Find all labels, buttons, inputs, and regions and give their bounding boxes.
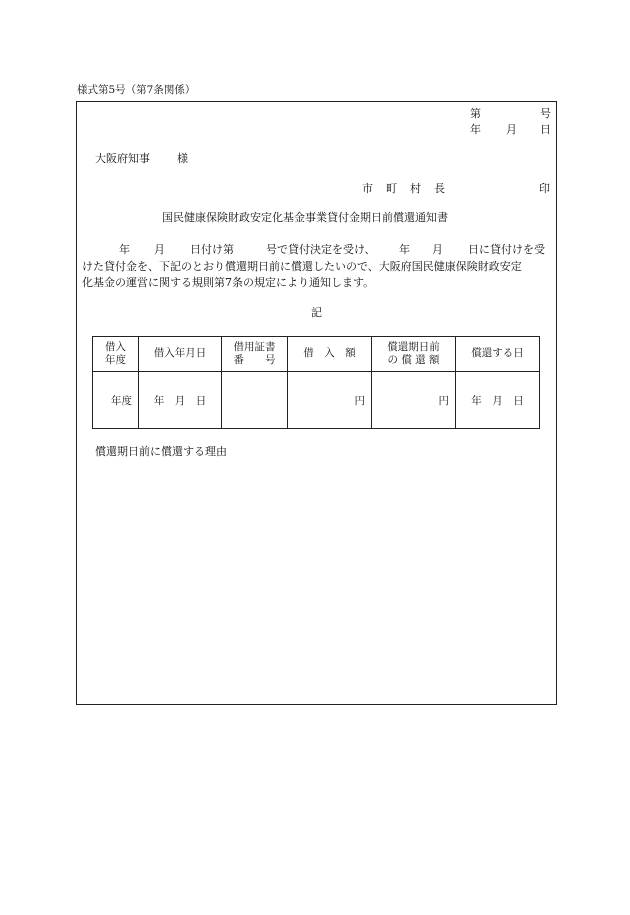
header-certificate-number	[222, 337, 288, 372]
doc-date-year: 年	[470, 123, 481, 136]
body-l1-month: 月	[154, 243, 165, 256]
header-line: 償還する日	[471, 347, 524, 360]
document-title: 国民健康保険財政安定化基金事業貸付金期日前償還通知書	[162, 211, 448, 224]
body-l1-year2: 年	[399, 243, 410, 256]
header-line: 借入	[105, 340, 126, 353]
reason-label: 償還期日前に償還する理由	[95, 445, 227, 458]
doc-date-month: 月	[506, 123, 517, 136]
doc-number-go: 号	[540, 107, 551, 120]
body-l1-dated: 日付け第	[190, 243, 234, 256]
cell-repayment-date[interactable]: 年 月 日	[456, 372, 540, 429]
body-line-2: けた貸付金を、下記のとおり償還期日前に償還したいので、大阪府国民健康保険財政安定	[82, 260, 522, 273]
sender-char-4: 長	[434, 182, 445, 195]
reason-area[interactable]	[95, 466, 535, 696]
table-row	[93, 372, 540, 429]
header-borrow-year	[93, 337, 139, 372]
doc-date-day: 日	[540, 123, 551, 136]
header-early-repayment-amount	[372, 337, 456, 372]
header-line: 年度	[105, 354, 126, 366]
body-l1-month2: 月	[432, 243, 443, 256]
body-l1-received: 日に貸付けを受	[468, 243, 545, 256]
body-l1-decision: 号で貸付決定を受け、	[266, 243, 376, 256]
header-borrow-date	[139, 337, 222, 372]
body-l1-year: 年	[119, 243, 130, 256]
cell-certificate-number[interactable]	[222, 372, 288, 429]
header-line: 償還期日前	[387, 340, 440, 353]
header-borrow-amount	[288, 337, 372, 372]
cell-borrow-amount[interactable]: 円	[288, 372, 372, 429]
cell-fiscal-year[interactable]: 年度	[93, 372, 139, 429]
doc-number-dai: 第	[470, 107, 481, 120]
cell-borrow-date[interactable]: 年 月 日	[139, 372, 222, 429]
header-line: 借用証書	[233, 340, 276, 353]
header-repayment-date	[456, 337, 540, 372]
table-header-row	[93, 337, 540, 372]
header-line: 番 号	[233, 354, 276, 366]
seal-mark: 印	[539, 182, 550, 195]
body-line-3: 化基金の運営に関する規則第7条の規定により通知します。	[82, 276, 375, 289]
header-line: の 償 還 額	[387, 354, 440, 366]
cell-early-repayment-amount[interactable]: 円	[372, 372, 456, 429]
header-line: 借 入 額	[303, 347, 356, 360]
addressee-honorific: 様	[177, 152, 188, 165]
sender-char-2: 町	[386, 182, 397, 195]
sender-char-1: 市	[362, 182, 373, 195]
sender-char-3: 村	[410, 182, 421, 195]
loan-table	[92, 336, 540, 429]
form-label: 様式第5号（第7条関係）	[77, 84, 196, 96]
header-line: 借入年月日	[153, 347, 207, 360]
addressee-name: 大阪府知事	[95, 152, 150, 165]
ki-marker: 記	[311, 306, 322, 319]
